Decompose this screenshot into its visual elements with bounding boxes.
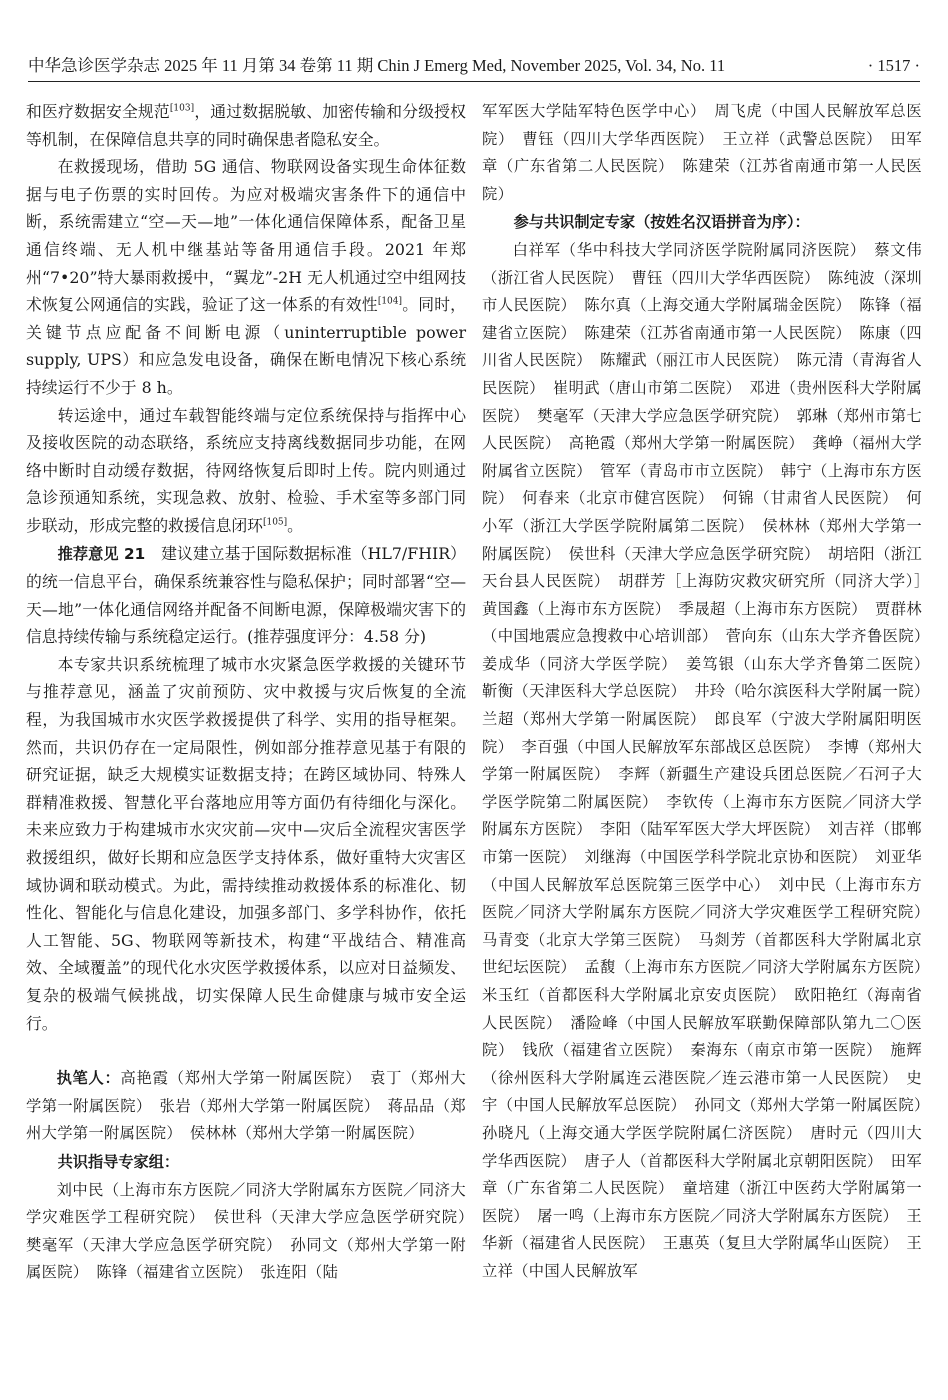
citation-ref: [103] — [169, 103, 195, 114]
running-header — [28, 52, 920, 82]
participating-experts-list: 白祥军（华中科技大学同济医学院附属同济医院） 蔡文伟（浙江省人民医院） 曹钰（四川大学华西医院） 陈纯波（深圳市人民医院） 陈尔真（上海交通大学附属瑞金医院） 陈锋（福建省立医院） 陈建荣（江苏省南通市第一人民医院） 陈康（四川省人民医院） 陈耀武（丽江市人民医院） 陈元清（青海省人民医院） 崔明武（唐山市第二医院） 邓进（贵州医科大学附属医院） 樊毫军（天津大学应急医学研究院） 郭琳（郑州市第七人民医院） 高艳霞（郑州大学第一附属医院） 龚峥（福州大学附属省立医院） 管军（青岛市市立医院） 韩宁（上海市东方医院） 何春来（北京市健宫医院） 何锦（甘肃省人民医院） 何小军（浙江大学医学院附属第二医院） 侯林林（郑州大学第一附属医院） 侯世科（天津大学应急医学研究院） 胡培阳（浙江天台县人民医院） 胡群芳［上海防灾救灾研究所（同济大学）］ 黄国鑫（上海市东方医院） 季晟超（上海市东方医院） 贾群林（中国地震应急搜救中心培训部） 菅向东（山东大学齐鲁医院） 姜成华（同济大学医学院） 姜笃银（山东大学齐鲁第二医院） 靳衡（天津医科大学总医院） 井玲（哈尔滨医科大学附属一院） 兰超（郑州大学第一附属医院） 郎良军（宁波大学附属阳明医院） 李百强（中国人民解放军东部战区总医院） 李博（郑州大学第一附属医院） 李辉（新疆生产建设兵团总医院／石河子大学医学院第二附属医院） 李钦传（上海市东方医院／同济大学附属东方医院） 李阳（陆军军医大学大坪医院） 刘吉祥（邯郸市第一医院） 刘继海（中国医学科学院北京协和医院） 刘亚华（中国人民解放军总医院第三医学中心） 刘中民（上海市东方医院／同济大学附属东方医院／同济大学灾难医学工程研究院） 马青变（北京大学第三医院） 马剡芳（首都医科大学附属北京世纪坛医院） 孟馥（上海市东方医院／同济大学附属东方医院） 米玉红（首都医科大学附属北京安贞医院） 欧阳艳红（海南省人民医院） 潘险峰（中国人民解放军联勤保障部队第九二〇医院） 钱欣（福建省立医院） 秦海东（南京市第一医院） 施辉（徐州医科大学附属连云港医院／连云港市第一人民医院） 史宇（中国人民解放军总医院） 孙同文（郑州大学第一附属医院） 孙晓凡（上海交通大学医学院附属仁济医院） 唐时元（四川大学华西医院） 唐子人（首都医科大学附属北京朝阳医院） 田军章（广东省第二人民医院） 童培建（浙江中医药大学附属第一医院） 屠一鸣（上海市东方医院／同济大学附属东方医院） 王华新（福建省人民医院） 王惠英（复旦大学附属华山医院） 王立祥（中国人民解放军 — [482, 240, 938, 1280]
recommendation-text: 建议建立基于国际数据标准（HL7/FHIR）的统一信息平台，确保系统兼容性与隐私保护；同时部署“空—天—地”一体化通信网络并配备不间断电源，保障极端灾害下的信息持续传输与系统稳定运行。(推荐强度评分：4.58 分) — [26, 543, 466, 647]
text: 。同时，关键节点应配备不间断电源（uninterruptible power supply, UPS）和应急发电设备，确保在断电情况下核心系统持续运行不少于 8 h。 — [26, 295, 466, 397]
left-column — [26, 98, 482, 1287]
text: 。 — [287, 515, 303, 535]
journal-citation: 中华急诊医学杂志 2025 年 11 月第 34 卷第 11 期 Chin J Emerg Med, November 2025, Vol. 34, No. 11 — [28, 56, 726, 75]
text: 和医疗数据安全规范 — [26, 102, 170, 121]
recommendation-label: 推荐意见 21 — [57, 544, 146, 563]
guide-title-text: 共识指导专家组： — [57, 1152, 180, 1171]
participating-experts-title — [482, 208, 922, 237]
spacer — [26, 1037, 466, 1065]
guide-experts-title — [26, 1148, 466, 1177]
page-number: · 1517 · — [867, 56, 920, 75]
authors-list: 高艳霞（郑州大学第一附属医院） 袁丁（郑州大学第一附属医院） 张岩（郑州大学第一附属医院） 蒋品品（郑州大学第一附属医院） 侯林林（郑州大学第一附属医院） — [26, 1069, 467, 1143]
guide-experts-list-continued: 军军医大学陆军特色医学中心） 周飞虎（中国人民解放军总医院） 曹钰（四川大学华西医院） 王立祥（武警总医院） 田军章（广东省第二人民医院） 陈建荣（江苏省南通市第一人民医院） — [482, 102, 922, 203]
paragraph-data-security — [26, 98, 466, 153]
experts-title-text: 参与共识制定专家（按姓名汉语拼音为序）： — [513, 213, 810, 232]
guide-experts-list: 刘中民（上海市东方医院／同济大学附属东方医院／同济大学灾难医学工程研究院） 侯世科（天津大学应急医学研究院） 樊毫军（天津大学应急医学研究院） 孙同文（郑州大学第一附属医院） 陈锋（福建省立医院） 张连阳（陆 — [26, 1180, 482, 1282]
paragraph-conclusion: 本专家共识系统梳理了城市水灾紧急医学救援的关键环节与推荐意见，涵盖了灾前预防、灾中救援与灾后恢复的全流程，为我国城市水灾医学救援提供了科学、实用的指导框架。然而，共识仍存在一定局限性，例如部分推荐意见基于有限的研究证据，缺乏大规模实证数据支持；在跨区域协同、特殊人群精准救援、智慧化平台落地应用等方面仍有待细化与深化。未来应致力于构建城市水灾灾前—灾中—灾后全流程灾害医学救援组织，做好长期和应急医学支持体系，做好重特大灾害区域协调和联动模式。为此，需持续推动救援体系的标准化、韧性化、智能化与信息化建设，加强多部门、多学科协作，依托人工智能、5G、物联网等新技术，构建“平战结合、精准高效、全域覆盖”的现代化水灾医学救援体系，以应对日益频发、复杂的极端气候挑战，切实保障人民生命健康与城市安全运行。 — [26, 654, 466, 1033]
citation-ref: [105] — [262, 517, 288, 528]
authors-label: 执笔人： — [56, 1069, 121, 1088]
text: 在救援现场，借助 5G 通信、物联网设备实现生命体征数据与电子伤票的实时回传。为应对极端灾害条件下的通信中断，系统需建立“空—天—地”一体化通信保障体系，配备卫星通信终端、无人机中继基站等备用通信手段。2021 年郑州“7•20”特大暴雨救援中，“翼龙”-2H 无人机通过空中组网技术恢复公网通信的实践，验证了这一体系的有效性 — [26, 157, 466, 315]
authors-paragraph — [26, 1065, 466, 1148]
paragraph-transfer — [26, 402, 466, 540]
text: 转运途中，通过车载智能终端与定位系统保持与指挥中心及接收医院的动态联络，系统应支持离线数据同步功能，在网络中断时自动缓存数据，待网络恢复后即时上传。院内则通过急诊预通知系统，实现急救、放射、检验、手术室等多部门同步联动，形成完整的救援信息闭环 — [26, 405, 466, 535]
right-column — [482, 98, 938, 1286]
text: ，通过数据脱敏、加密传输和分级授权等机制，在保障信息共享的同时确保患者隐私安全。 — [26, 102, 466, 149]
paragraph-onsite — [26, 153, 466, 401]
citation-ref: [104] — [377, 296, 403, 307]
recommendation-21 — [26, 540, 466, 651]
